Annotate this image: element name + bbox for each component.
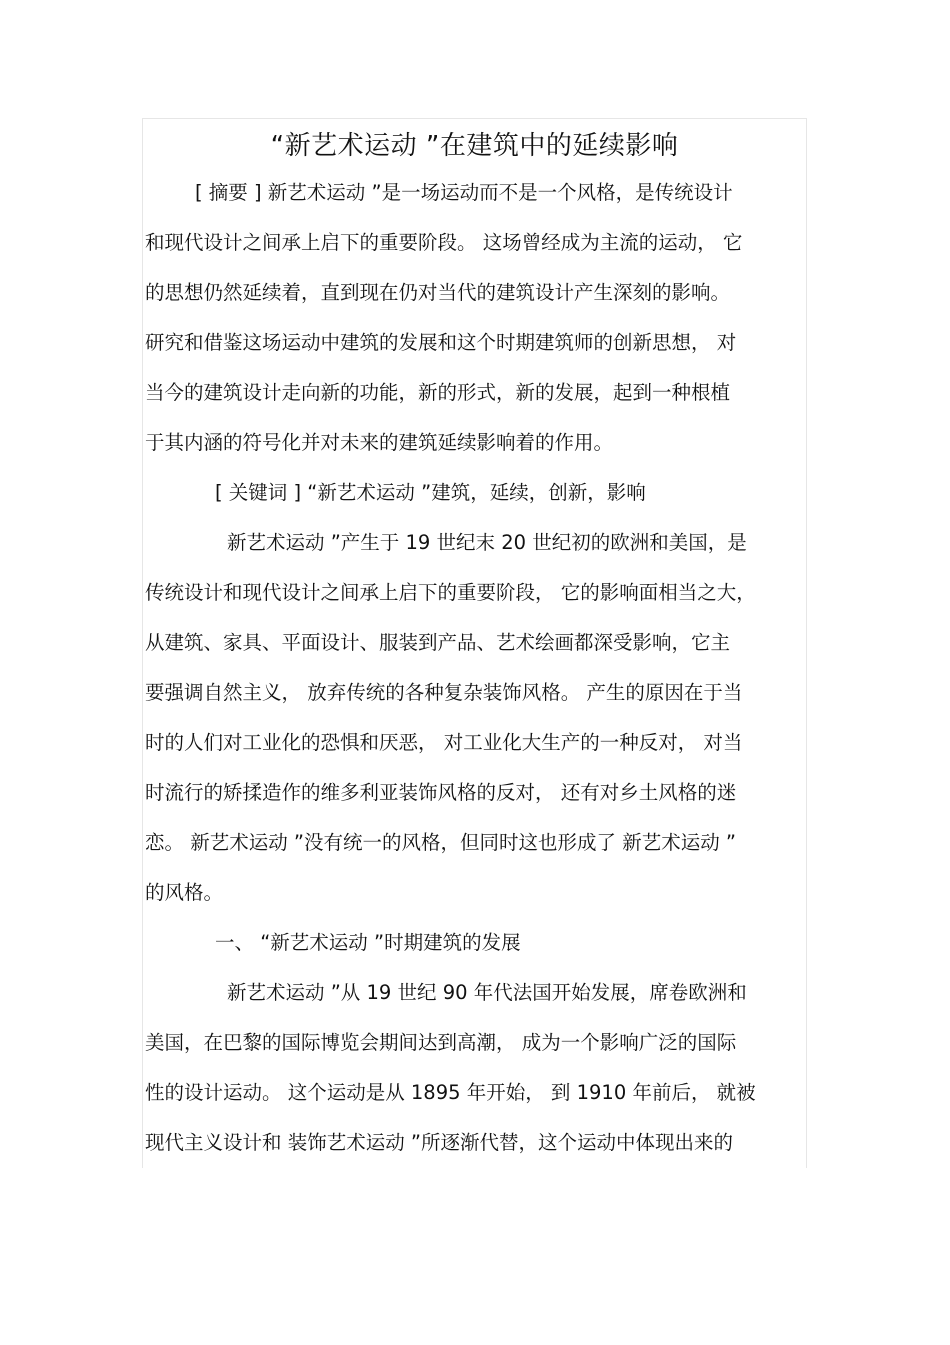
paragraph-line: 性的设计运动。 这个运动是从 1895 年开始， 到 1910 年前后， 就被 bbox=[145, 1081, 756, 1104]
paragraph-line: 恋。 新艺术运动 ”没有统一的风格，但同时这也形成了 新艺术运动 ” bbox=[145, 831, 736, 854]
section-heading: 一、 “新艺术运动 ”时期建筑的发展 bbox=[215, 931, 521, 954]
document-title: “新艺术运动 ”在建筑中的延续影响 bbox=[270, 131, 679, 161]
paragraph-line: 的思想仍然延续着，直到现在仍对当代的建筑设计产生深刻的影响。 bbox=[145, 281, 731, 304]
paragraph-line: 当今的建筑设计走向新的功能，新的形式，新的发展，起到一种根植 bbox=[145, 381, 731, 404]
paragraph-line: 时流行的矫揉造作的维多利亚装饰风格的反对， 还有对乡土风格的迷 bbox=[145, 781, 737, 804]
paragraph-line: 美国，在巴黎的国际博览会期间达到高潮， 成为一个影响广泛的国际 bbox=[145, 1031, 737, 1054]
paragraph-line: 和现代设计之间承上启下的重要阶段。 这场曾经成为主流的运动， 它 bbox=[145, 231, 743, 254]
paragraph-line: 传统设计和现代设计之间承上启下的重要阶段， 它的影响面相当之大， bbox=[145, 581, 756, 604]
keywords-line: [ 关键词 ] “新艺术运动 ”建筑，延续，创新，影响 bbox=[215, 481, 646, 504]
paragraph-line: 新艺术运动 ”从 19 世纪 90 年代法国开始发展，席卷欧洲和 bbox=[227, 981, 747, 1004]
paragraph-line: 从建筑、家具、平面设计、服装到产品、艺术绘画都深受影响，它主 bbox=[145, 631, 731, 654]
paragraph-line: 研究和借鉴这场运动中建筑的发展和这个时期建筑师的创新思想， 对 bbox=[145, 331, 737, 354]
paragraph-line: 的风格。 bbox=[145, 881, 224, 904]
paragraph-line: 时的人们对工业化的恐惧和厌恶， 对工业化大生产的一种反对， 对当 bbox=[145, 731, 743, 754]
paragraph-line: 现代主义设计和 装饰艺术运动 ”所逐渐代替，这个运动中体现出来的 bbox=[145, 1131, 733, 1154]
paragraph-line: 于其内涵的符号化并对未来的建筑延续影响着的作用。 bbox=[145, 431, 614, 454]
paragraph-line: 新艺术运动 ”产生于 19 世纪末 20 世纪初的欧洲和美国，是 bbox=[227, 531, 747, 554]
paragraph-line: 要强调自然主义， 放弃传统的各种复杂装饰风格。 产生的原因在于当 bbox=[145, 681, 743, 704]
paragraph-line: [ 摘要 ] 新艺术运动 ”是一场运动而不是一个风格，是传统设计 bbox=[195, 181, 733, 204]
